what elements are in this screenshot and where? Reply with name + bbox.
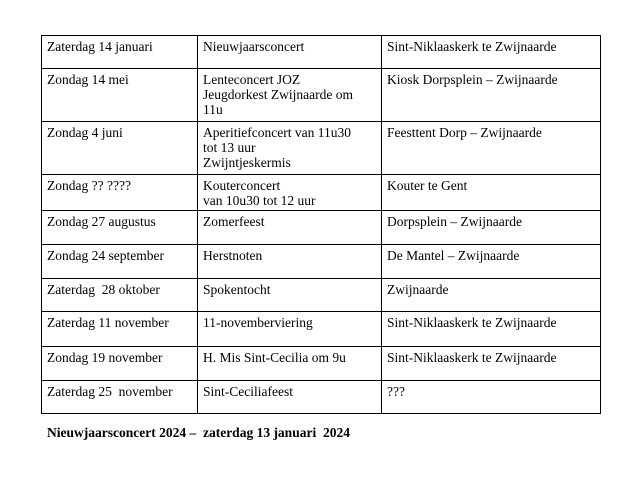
event-cell: Sint-Ceciliafeest [198,381,382,414]
date-cell: Zaterdag 11 november [42,312,198,347]
date-cell: Zondag 24 september [42,245,198,279]
place-cell: Kouter te Gent [382,175,601,211]
table-row [42,347,601,381]
event-cell: Kouterconcert van 10u30 tot 12 uur [198,175,382,211]
date-cell: Zaterdag 25 november [42,381,198,414]
table-row [42,36,601,69]
table-row [42,279,601,312]
date-cell: Zondag 14 mei [42,69,198,122]
place-cell: Sint-Niklaaskerk te Zwijnaarde [382,312,601,347]
table-row [42,245,601,279]
date-cell: Zondag 27 augustus [42,211,198,245]
date-cell: Zondag ?? ???? [42,175,198,211]
table-row [42,381,601,414]
table-row [42,69,601,122]
place-cell: Dorpsplein – Zwijnaarde [382,211,601,245]
date-cell: Zondag 4 juni [42,122,198,175]
footer-note: Nieuwjaarsconcert 2024 – zaterdag 13 januari 2024 [47,425,350,440]
event-cell: Herstnoten [198,245,382,279]
place-cell: ??? [382,381,601,414]
date-cell: Zaterdag 28 oktober [42,279,198,312]
place-cell: Sint-Niklaaskerk te Zwijnaarde [382,347,601,381]
place-cell: Sint-Niklaaskerk te Zwijnaarde [382,36,601,69]
event-cell: Spokentocht [198,279,382,312]
schedule-body [42,36,601,414]
table-row [42,175,601,211]
table-row [42,312,601,347]
place-cell: Zwijnaarde [382,279,601,312]
place-cell: De Mantel – Zwijnaarde [382,245,601,279]
date-cell: Zondag 19 november [42,347,198,381]
event-cell: Zomerfeest [198,211,382,245]
event-cell: 11-novemberviering [198,312,382,347]
place-cell: Kiosk Dorpsplein – Zwijnaarde [382,69,601,122]
event-cell: H. Mis Sint-Cecilia om 9u [198,347,382,381]
event-schedule-table [41,35,601,414]
event-cell: Nieuwjaarsconcert [198,36,382,69]
event-cell: Aperitiefconcert van 11u30 tot 13 uur Zwijntjeskermis [198,122,382,175]
table-row [42,211,601,245]
date-cell: Zaterdag 14 januari [42,36,198,69]
table-row [42,122,601,175]
place-cell: Feesttent Dorp – Zwijnaarde [382,122,601,175]
event-cell: Lenteconcert JOZ Jeugdorkest Zwijnaarde om 11u [198,69,382,122]
